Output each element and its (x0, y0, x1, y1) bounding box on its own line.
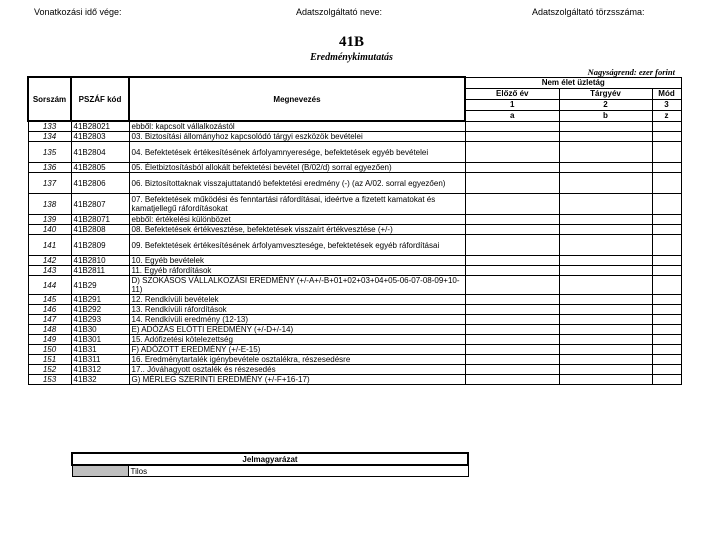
row-number: 150 (28, 345, 71, 355)
row-code: 41B2807 (71, 194, 129, 215)
legend-swatch (72, 465, 128, 477)
row-name: 10. Egyéb bevételek (129, 256, 465, 266)
row-name: 07. Befektetések működési és fenntartási ráfordításai, ideértve a fizetett kamatokat és kamatjellegű ráfordításokat (129, 194, 465, 215)
value-prev-year-cell[interactable] (465, 315, 559, 325)
group-header: Nem élet üzletág (465, 77, 681, 88)
value-target-year-cell[interactable] (559, 315, 652, 325)
row-code: 41B31 (71, 345, 129, 355)
value-prev-year-cell[interactable] (465, 355, 559, 365)
value-target-year-cell[interactable] (559, 215, 652, 225)
value-mod-cell[interactable] (652, 256, 681, 266)
table-row (28, 215, 681, 225)
value-prev-year-cell[interactable] (465, 235, 559, 256)
col-letter-target: b (559, 110, 652, 121)
col-num-prev: 1 (465, 99, 559, 110)
table-row (28, 305, 681, 315)
report-title: Eredménykimutatás (310, 52, 393, 63)
report-code: 41B (338, 34, 364, 50)
row-name: 15. Adófizetési kötelezettség (129, 335, 465, 345)
table-row (28, 235, 681, 256)
table-row (28, 276, 681, 295)
value-prev-year-cell[interactable] (465, 276, 559, 295)
row-code: 41B312 (71, 365, 129, 375)
value-prev-year-cell[interactable] (465, 305, 559, 315)
value-prev-year-cell[interactable] (465, 295, 559, 305)
table-row (28, 225, 681, 235)
col-header-sorszam: Sorszám (28, 77, 71, 121)
row-code: 41B2810 (71, 256, 129, 266)
value-prev-year-cell[interactable] (465, 345, 559, 355)
row-number: 143 (28, 266, 71, 276)
row-code: 41B2808 (71, 225, 129, 235)
unit-label: Nagyságrend: ezer forint (587, 67, 675, 77)
row-code: 41B2809 (71, 235, 129, 256)
row-number: 152 (28, 365, 71, 375)
row-number: 136 (28, 163, 71, 173)
row-number: 144 (28, 276, 71, 295)
table-row (28, 163, 681, 173)
value-mod-cell[interactable] (652, 142, 681, 163)
row-number: 148 (28, 325, 71, 335)
value-prev-year-cell[interactable] (465, 335, 559, 345)
row-code: 41B292 (71, 305, 129, 315)
row-code: 41B28071 (71, 215, 129, 225)
table-row (28, 355, 681, 365)
provider-name-label: Adatszolgáltató neve: (296, 7, 383, 17)
row-code: 41B2805 (71, 163, 129, 173)
row-code: 41B293 (71, 315, 129, 325)
row-code: 41B291 (71, 295, 129, 305)
value-target-year-cell[interactable] (559, 194, 652, 215)
row-name: 09. Befektetések értékesítésének árfolyamvesztesége, befektetések egyéb ráfordításai (129, 235, 465, 256)
row-code: 41B29 (71, 276, 129, 295)
col-header-pszaf: PSZÁF kód (71, 77, 129, 121)
row-name: D) SZOKÁSOS VÁLLALKOZÁSI EREDMÉNY (+/-A+/-B+01+02+03+04+05-06-07-08-09+10-11) (129, 276, 465, 295)
value-prev-year-cell[interactable] (465, 325, 559, 335)
row-number: 149 (28, 335, 71, 345)
table-row (28, 375, 681, 385)
value-target-year-cell[interactable] (559, 276, 652, 295)
value-prev-year-cell[interactable] (465, 163, 559, 173)
row-name: 06. Biztosítottaknak visszajuttatandó befektetési eredmény (-) (az A/02. sorral egyezően) (129, 173, 465, 194)
legend-item-label: Tilos (128, 465, 468, 477)
value-prev-year-cell[interactable] (465, 194, 559, 215)
row-number: 135 (28, 142, 71, 163)
income-statement-table (27, 76, 682, 385)
row-number: 141 (28, 235, 71, 256)
value-target-year-cell[interactable] (559, 355, 652, 365)
value-prev-year-cell[interactable] (465, 365, 559, 375)
col-header-mod: Mód (652, 88, 681, 99)
value-target-year-cell[interactable] (559, 225, 652, 235)
value-target-year-cell[interactable] (559, 256, 652, 266)
col-num-target: 2 (559, 99, 652, 110)
value-prev-year-cell[interactable] (465, 132, 559, 142)
value-target-year-cell[interactable] (559, 163, 652, 173)
value-target-year-cell[interactable] (559, 335, 652, 345)
table-row (28, 173, 681, 194)
row-code: 41B30 (71, 325, 129, 335)
legend-title: Jelmagyarázat (72, 453, 468, 465)
value-target-year-cell[interactable] (559, 142, 652, 163)
value-target-year-cell[interactable] (559, 325, 652, 335)
row-code: 41B28021 (71, 121, 129, 132)
value-target-year-cell[interactable] (559, 121, 652, 132)
col-header-megnevezes: Megnevezés (129, 77, 465, 121)
row-number: 139 (28, 215, 71, 225)
row-name: 12. Rendkívüli bevételek (129, 295, 465, 305)
value-mod-cell[interactable] (652, 355, 681, 365)
col-letter-prev: a (465, 110, 559, 121)
value-prev-year-cell[interactable] (465, 215, 559, 225)
value-prev-year-cell[interactable] (465, 256, 559, 266)
value-mod-cell[interactable] (652, 315, 681, 325)
table-row (28, 256, 681, 266)
value-mod-cell[interactable] (652, 365, 681, 375)
row-number: 133 (28, 121, 71, 132)
value-target-year-cell[interactable] (559, 345, 652, 355)
value-mod-cell[interactable] (652, 173, 681, 194)
row-name: 03. Biztosítási állományhoz kapcsolódó tárgyi eszközök bevételei (129, 132, 465, 142)
row-code: 41B311 (71, 355, 129, 365)
table-row (28, 325, 681, 335)
row-number: 137 (28, 173, 71, 194)
table-row (28, 365, 681, 375)
value-mod-cell[interactable] (652, 335, 681, 345)
row-name: 05. Életbiztosításból allokált befektetési bevétel (B/02/d) sorral egyezően) (129, 163, 465, 173)
row-name: G) MÉRLEG SZERINTI EREDMÉNY (+/-F+16-17) (129, 375, 465, 385)
value-mod-cell[interactable] (652, 225, 681, 235)
col-num-mod: 3 (652, 99, 681, 110)
value-target-year-cell[interactable] (559, 173, 652, 194)
value-target-year-cell[interactable] (559, 266, 652, 276)
value-prev-year-cell[interactable] (465, 225, 559, 235)
value-target-year-cell[interactable] (559, 375, 652, 385)
row-code: 41B2811 (71, 266, 129, 276)
value-prev-year-cell[interactable] (465, 266, 559, 276)
value-mod-cell[interactable] (652, 295, 681, 305)
value-prev-year-cell[interactable] (465, 375, 559, 385)
row-number: 153 (28, 375, 71, 385)
value-target-year-cell[interactable] (559, 235, 652, 256)
row-number: 138 (28, 194, 71, 215)
value-mod-cell[interactable] (652, 345, 681, 355)
table-row (28, 266, 681, 276)
value-prev-year-cell[interactable] (465, 121, 559, 132)
value-prev-year-cell[interactable] (465, 173, 559, 194)
row-name: 16. Eredménytartalék igénybevétele osztalékra, részesedésre (129, 355, 465, 365)
row-code: 41B2806 (71, 173, 129, 194)
value-mod-cell[interactable] (652, 215, 681, 225)
value-mod-cell[interactable] (652, 375, 681, 385)
row-name: F) ADÓZOTT EREDMÉNY (+/-E-15) (129, 345, 465, 355)
value-target-year-cell[interactable] (559, 132, 652, 142)
row-name: E) ADÓZÁS ELŐTTI EREDMÉNY (+/-D+/-14) (129, 325, 465, 335)
row-name: ebből: értékelési különbözet (129, 215, 465, 225)
table-row (28, 315, 681, 325)
row-code: 41B32 (71, 375, 129, 385)
value-target-year-cell[interactable] (559, 365, 652, 375)
row-name: 17.. Jóváhagyott osztalék és részesedés (129, 365, 465, 375)
period-label: Vonatkozási idő vége: (34, 7, 122, 17)
value-mod-cell[interactable] (652, 235, 681, 256)
row-code: 41B2803 (71, 132, 129, 142)
provider-id-label: Adatszolgáltató törzsszáma: (532, 7, 645, 17)
row-code: 41B2804 (71, 142, 129, 163)
col-header-target-year: Tárgyév (559, 88, 652, 99)
row-number: 134 (28, 132, 71, 142)
table-row (28, 142, 681, 163)
table-row (28, 194, 681, 215)
row-number: 151 (28, 355, 71, 365)
legend-table (71, 452, 469, 477)
row-code: 41B301 (71, 335, 129, 345)
value-prev-year-cell[interactable] (465, 142, 559, 163)
row-name: 13. Rendkívüli ráfordítások (129, 305, 465, 315)
table-row (28, 121, 681, 132)
table-row (28, 295, 681, 305)
row-name: 04. Befektetések értékesítésének árfolyamnyeresége, befektetések egyéb bevételei (129, 142, 465, 163)
value-mod-cell[interactable] (652, 325, 681, 335)
row-name: 11. Egyéb ráfordítások (129, 266, 465, 276)
value-mod-cell[interactable] (652, 194, 681, 215)
row-number: 142 (28, 256, 71, 266)
value-target-year-cell[interactable] (559, 295, 652, 305)
table-row (28, 335, 681, 345)
value-mod-cell[interactable] (652, 305, 681, 315)
value-mod-cell[interactable] (652, 276, 681, 295)
row-name: ebből: kapcsolt vállalkozástól (129, 121, 465, 132)
value-mod-cell[interactable] (652, 121, 681, 132)
row-name: 08. Befektetések értékvesztése, befektetések visszaírt értékvesztése (+/-) (129, 225, 465, 235)
table-row (28, 345, 681, 355)
row-number: 140 (28, 225, 71, 235)
table-row (28, 132, 681, 142)
row-number: 146 (28, 305, 71, 315)
row-number: 145 (28, 295, 71, 305)
col-letter-mod: z (652, 110, 681, 121)
row-number: 147 (28, 315, 71, 325)
value-mod-cell[interactable] (652, 266, 681, 276)
value-target-year-cell[interactable] (559, 305, 652, 315)
row-name: 14. Rendkívüli eredmény (12-13) (129, 315, 465, 325)
col-header-prev-year: Előző év (465, 88, 559, 99)
value-mod-cell[interactable] (652, 132, 681, 142)
value-mod-cell[interactable] (652, 163, 681, 173)
